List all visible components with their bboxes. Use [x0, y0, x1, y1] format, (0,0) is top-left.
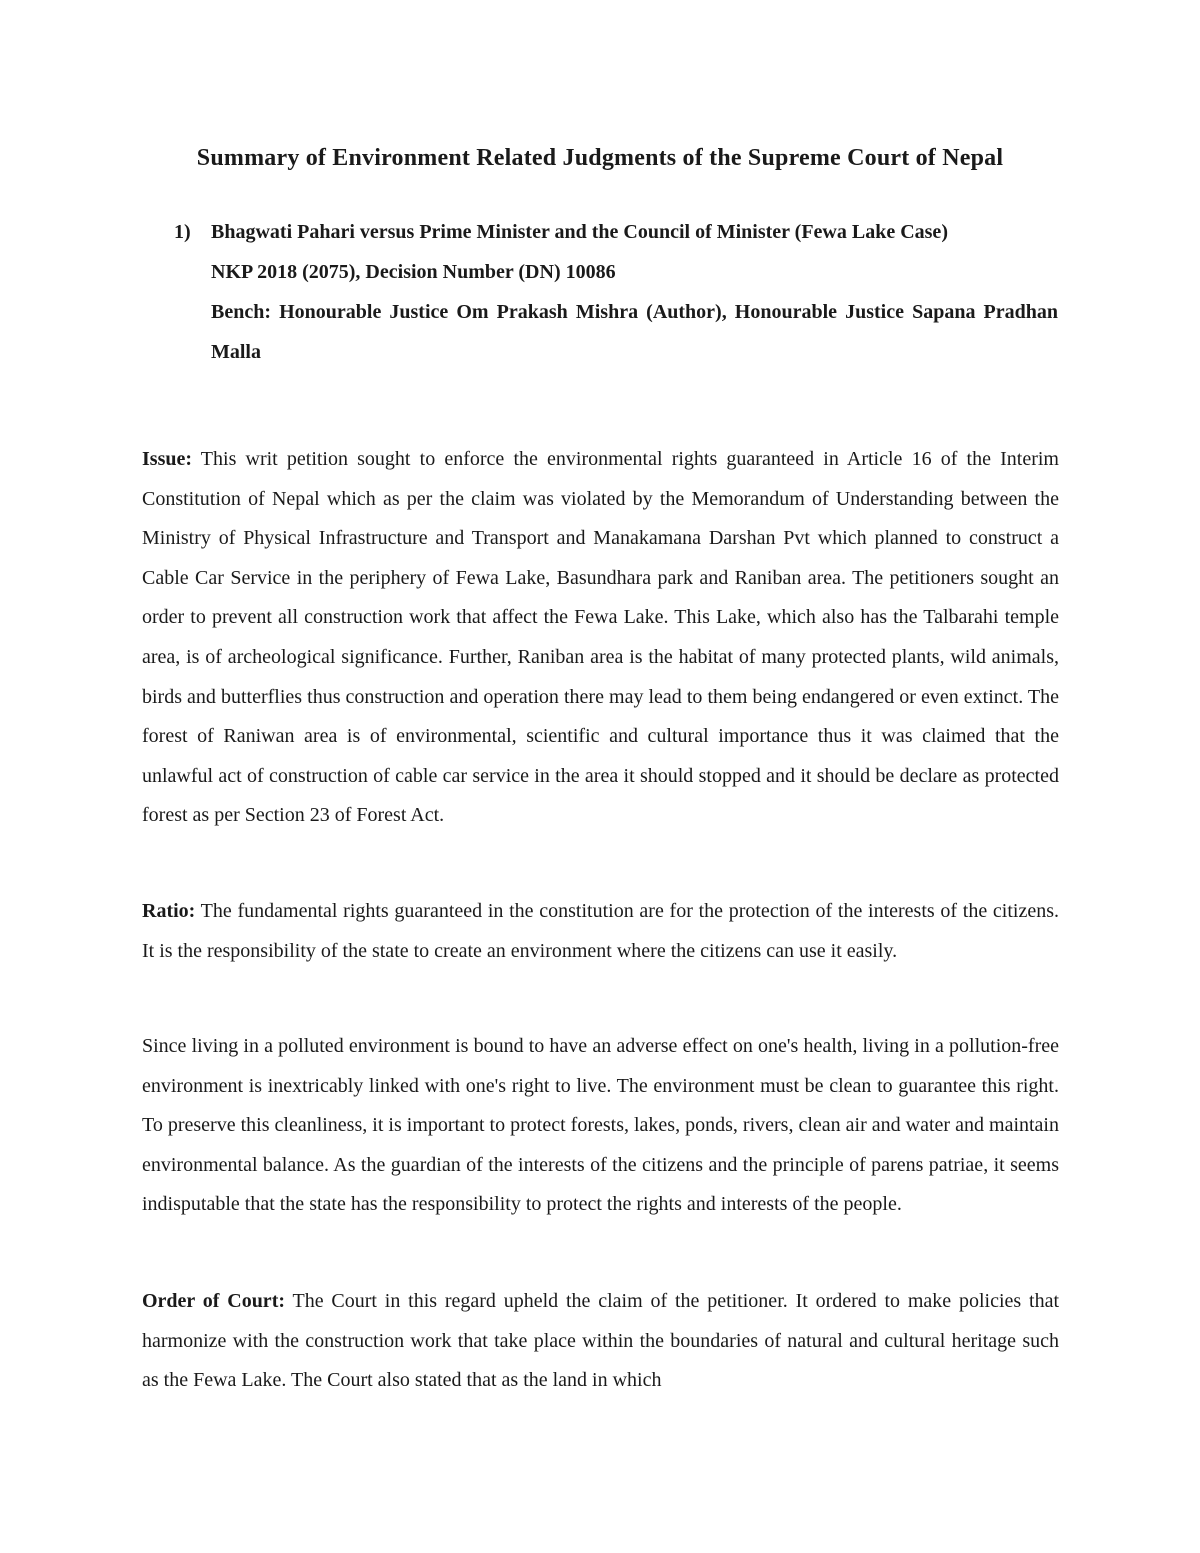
order-paragraph: [142, 1282, 1059, 1401]
case-citation: NKP 2018 (2075), Decision Number (DN) 10086: [211, 261, 616, 283]
ratio-label: Ratio:: [142, 900, 196, 922]
case-bench: Bench: Honourable Justice Om Prakash Mishra (Author), Honourable Justice Sapana Pradhan Malla: [211, 301, 1058, 363]
case-title: Bhagwati Pahari versus Prime Minister and the Council of Minister (Fewa Lake Case): [211, 221, 948, 243]
issue-paragraph: [142, 440, 1059, 836]
order-text: The Court in this regard upheld the claim of the petitioner. It ordered to make policies that harmonize with the construction work that take place within the boundaries of natural and cultural heritage such as the Fewa Lake. The Court also stated that as the land in which: [142, 1290, 1060, 1392]
issue-label: Issue:: [142, 448, 193, 470]
document-title: Summary of Environment Related Judgments of the Supreme Court of Nepal: [196, 145, 1004, 171]
ratio-text: The fundamental rights guaranteed in the constitution are for the protection of the interests of the citizens. It is the responsibility of the state to create an environment where the citizens can use it easily.: [142, 900, 1059, 962]
case-number: 1): [174, 221, 191, 243]
issue-text: This writ petition sought to enforce the environmental rights guaranteed in Article 16 of the Interim Constitution of Nepal which as per the claim was violated by the Memorandum of Understanding between the Ministry of Physical Infrastructure and Transport and Manakamana Darshan Pvt which planned to construct a Cable Car Service in the periphery of Fewa Lake, Basundhara park and Raniban area. The petitioners sought an order to prevent all construction work that affect the Fewa Lake. This Lake, which also has the Talbarahi temple area, is of archeological significance. Further, Raniban area is the habitat of many protected plants, wild animals, birds and butterflies thus construction and operation there may lead to them being endangered or even extinct. The forest of Raniwan area is of environmental, scientific and cultural importance thus it was claimed that the unlawful act of construction of cable car service in the area it should stopped and it should be declare as protected forest as per Section 23 of Forest Act.: [142, 448, 1059, 827]
ratio-paragraph: [142, 892, 1059, 971]
ratio-continuation-paragraph: Since living in a polluted environment is bound to have an adverse effect on one's health, living in a pollution-free environment is inextricably linked with one's right to live. The environment must be clean to guarantee this right. To preserve this cleanliness, it is important to protect forests, lakes, ponds, rivers, clean air and water and maintain environmental balance. As the guardian of the interests of the citizens and the principle of parens patriae, it seems indisputable that the state has the responsibility to protect the rights and interests of the people.: [142, 1035, 1059, 1216]
case-heading: [174, 212, 1058, 372]
order-label: Order of Court:: [142, 1290, 286, 1312]
